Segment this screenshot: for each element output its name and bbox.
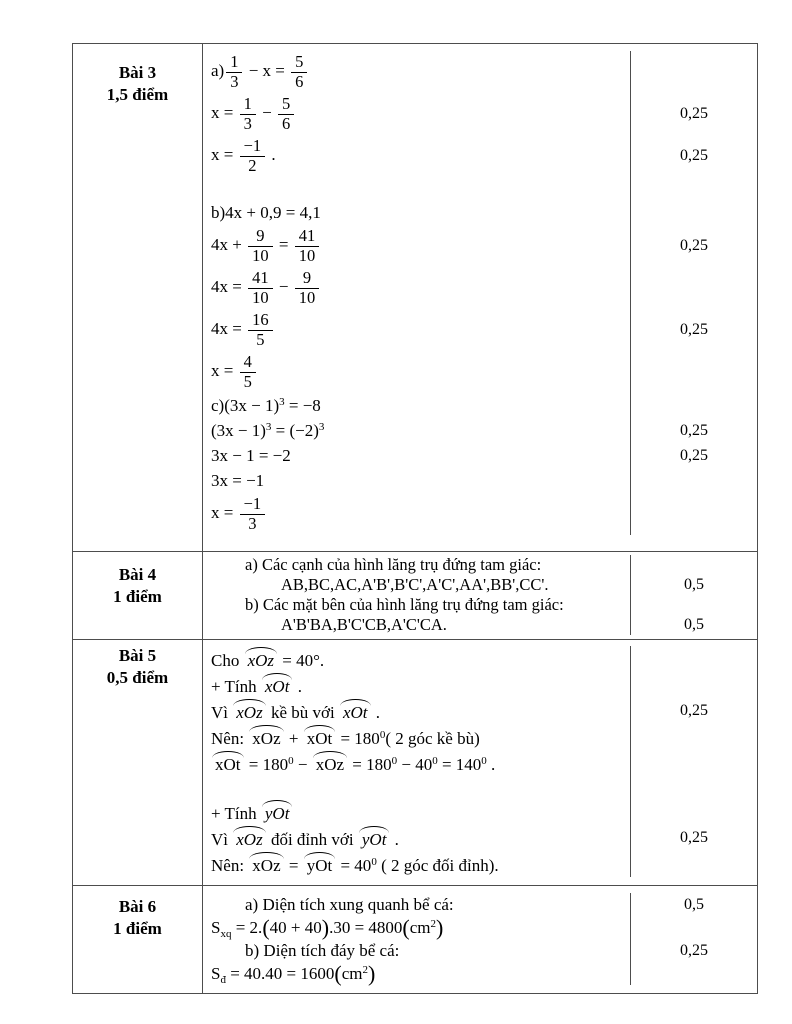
solution-line: [203, 93, 757, 135]
exercise-number: Bài 3: [118, 63, 157, 82]
text-segment: ( 2 góc đối đỉnh).: [376, 856, 499, 875]
text-segment: = 40.40 = 1600: [225, 963, 335, 983]
angle-arc-notation: xOt: [340, 699, 371, 722]
score-value: 0,5: [630, 575, 757, 595]
score-cell-empty: [630, 799, 757, 825]
text-segment: 3x = −1: [211, 470, 265, 490]
big-paren: ): [368, 960, 376, 986]
superscript: 0: [371, 856, 377, 868]
score-value: 0,5: [630, 615, 757, 635]
text-segment: b)4x + 0,9 = 4,1: [211, 202, 321, 222]
text-segment: + Tính: [211, 804, 261, 823]
solution-text: [203, 800, 630, 824]
solution-line: [203, 225, 757, 267]
subscript: đ: [220, 973, 226, 986]
text-segment: .: [371, 703, 381, 722]
text-segment: −: [257, 102, 276, 122]
exercise-points: 0,5 điểm: [106, 668, 169, 688]
score-value: 0,25: [630, 225, 757, 267]
solution-text: [203, 53, 630, 91]
fraction: [291, 53, 307, 91]
solution-text: [203, 647, 630, 671]
text-segment: 4x =: [211, 276, 247, 296]
superscript: 0: [288, 755, 294, 767]
denominator: 5: [243, 371, 252, 391]
fraction: [295, 227, 320, 265]
spacer-line: [203, 776, 757, 799]
denominator: 2: [248, 155, 257, 175]
text-segment: =: [284, 856, 303, 875]
text-segment: 4x +: [211, 234, 247, 254]
text-segment: S: [211, 963, 221, 983]
solution-text: [203, 960, 630, 986]
exercise-label-cell: [73, 44, 203, 551]
denominator: 10: [298, 287, 316, 307]
text-segment: kề bù với: [266, 703, 339, 722]
solution-line: [203, 200, 757, 225]
solution-line: [203, 916, 757, 939]
text-segment: ( 2 góc kề bù): [385, 729, 480, 748]
text-segment: a) Diện tích xung quanh bể cá:: [245, 894, 454, 914]
solution-text: [203, 421, 630, 441]
text-segment: = 180: [348, 755, 392, 774]
solution-cell: [203, 640, 757, 885]
angle-arc-notation: xOz: [233, 826, 265, 849]
solution-line: [203, 351, 757, 393]
text-segment: .: [390, 830, 399, 849]
numerator: 16: [248, 311, 273, 330]
text-segment: b) Các mặt bên của hình lăng trụ đứng tam giác:: [245, 595, 564, 614]
superscript: 3: [318, 420, 325, 433]
solution-cell: [203, 552, 757, 639]
text-segment: a) Các cạnh của hình lăng trụ đứng tam giác:: [245, 555, 542, 574]
angle-arc-notation: xOz: [313, 751, 347, 774]
text-segment: − x =: [244, 60, 290, 80]
angle-arc-notation: xOz: [249, 852, 283, 875]
denominator: 3: [248, 513, 257, 533]
big-paren: (: [334, 960, 342, 986]
exercise-number: Bài 5: [118, 646, 157, 665]
solution-line: [203, 443, 757, 468]
text-segment: x =: [211, 102, 238, 122]
solution-line: [203, 893, 757, 916]
text-segment: 4x =: [211, 318, 247, 338]
text-segment: b) Diện tích đáy bể cá:: [245, 940, 400, 960]
text-segment: =: [274, 234, 293, 254]
score-cell-empty: [630, 555, 757, 575]
exercise-points: 1 điểm: [113, 587, 162, 607]
solution-text: [203, 396, 630, 416]
big-paren: (: [262, 914, 270, 940]
solution-line: [203, 51, 757, 93]
solution-line: [203, 309, 757, 351]
solution-text: [203, 725, 630, 749]
big-paren: (: [402, 914, 410, 940]
solution-text: [203, 941, 630, 961]
score-value: 0,25: [630, 939, 757, 962]
solution-text: [203, 852, 630, 876]
big-paren: ): [436, 914, 444, 940]
solution-line: [203, 393, 757, 418]
text-segment: .: [267, 144, 276, 164]
numerator: 5: [278, 95, 294, 114]
spacer-line: [203, 177, 757, 200]
solution-line: [203, 575, 757, 595]
table-row: [73, 640, 757, 886]
score-cell-empty: [630, 962, 757, 985]
score-cell-empty: [630, 493, 757, 535]
text-segment: (3x − 1): [211, 420, 266, 440]
denominator: 10: [252, 287, 269, 307]
text-segment: cm: [341, 963, 363, 983]
text-segment: AB,BC,AC,A'B',B'C',A'C',AA',BB',CC'.: [281, 575, 549, 594]
solution-text: [203, 575, 630, 595]
solution-line: [203, 939, 757, 962]
text-segment: .30 = 4800: [329, 917, 403, 937]
solution-text: [203, 555, 630, 575]
text-segment: Cho: [211, 651, 244, 670]
solution-cell: [203, 886, 757, 993]
fraction: [240, 95, 256, 133]
solution-text: [203, 471, 630, 491]
solution-text: [203, 269, 630, 307]
fraction: [240, 137, 266, 175]
solution-text: [203, 895, 630, 915]
superscript: 2: [430, 917, 437, 930]
fraction: [248, 269, 273, 307]
table-row: [73, 886, 757, 993]
solution-line: [203, 468, 757, 493]
superscript: 2: [362, 963, 369, 976]
denominator: 5: [256, 329, 265, 349]
score-value: 0,25: [630, 93, 757, 135]
text-segment: +: [284, 729, 303, 748]
score-cell-empty: [630, 468, 757, 493]
numerator: 9: [248, 227, 273, 246]
score-cell-empty: [630, 595, 757, 615]
numerator: −1: [240, 137, 266, 156]
angle-arc-notation: yOt: [304, 852, 336, 875]
denominator: 6: [281, 113, 291, 133]
angle-arc-notation: xOt: [212, 751, 244, 774]
text-segment: = 40°.: [278, 651, 325, 670]
solution-line: [203, 962, 757, 985]
fraction: [240, 353, 256, 391]
text-segment: S: [211, 917, 221, 937]
fraction: [295, 269, 320, 307]
score-cell-empty: [630, 200, 757, 225]
denominator: 10: [298, 245, 316, 265]
exercise-number: Bài 6: [118, 897, 157, 916]
solution-line: [203, 595, 757, 615]
angle-arc-notation: xOt: [262, 673, 293, 696]
solution-cell: [203, 44, 757, 551]
exercise-label-cell: [73, 552, 203, 639]
text-segment: A'B'BA,B'C'CB,A'C'CA.: [281, 615, 447, 634]
numerator: 1: [226, 53, 242, 72]
solution-line: [203, 851, 757, 877]
text-segment: .: [486, 755, 496, 774]
score-cell-empty: [630, 351, 757, 393]
table-row: [73, 44, 757, 552]
solution-text: [203, 495, 630, 533]
text-segment: = 2.: [231, 917, 263, 937]
score-cell-empty: [630, 750, 757, 776]
solution-text: [203, 446, 630, 466]
text-segment: = 180: [336, 729, 380, 748]
score-cell-empty: [630, 177, 757, 200]
table-row: [73, 552, 757, 640]
solution-text: [203, 137, 630, 175]
solution-text: [203, 95, 630, 133]
score-cell-empty: [630, 672, 757, 698]
denominator: 6: [295, 71, 304, 91]
score-value: 0,25: [630, 418, 757, 443]
solution-line: [203, 698, 757, 724]
text-segment: −: [274, 276, 293, 296]
superscript: 0: [379, 729, 386, 741]
angle-arc-notation: xOt: [304, 725, 336, 748]
fraction: [240, 495, 266, 533]
solution-text: [203, 203, 630, 223]
solution-text: [203, 751, 630, 775]
solution-line: [203, 615, 757, 635]
solution-text: [203, 595, 630, 615]
exercise-label-cell: [73, 640, 203, 885]
big-paren: ): [321, 914, 330, 940]
numerator: 1: [240, 95, 256, 114]
superscript: 3: [265, 420, 272, 433]
text-segment: .: [293, 677, 302, 696]
text-segment: = (−2): [271, 420, 319, 440]
exercise-points: 1 điểm: [113, 919, 162, 939]
numerator: 4: [240, 353, 256, 372]
score-cell-empty: [630, 916, 757, 939]
text-segment: Vì: [211, 703, 233, 722]
text-segment: − 40: [397, 755, 433, 774]
text-segment: x =: [211, 144, 238, 164]
answer-table: [72, 43, 758, 994]
solution-line: [203, 418, 757, 443]
solution-line: [203, 750, 757, 776]
angle-arc-notation: xOz: [245, 647, 277, 670]
text-segment: Nên:: [211, 729, 249, 748]
score-cell-empty: [630, 776, 757, 799]
score-cell-empty: [630, 851, 757, 877]
score-cell-empty: [630, 267, 757, 309]
score-value: 0,25: [630, 698, 757, 724]
fraction: [248, 311, 273, 349]
denominator: 3: [230, 71, 239, 91]
fraction: [248, 227, 273, 265]
text-segment: Vì: [211, 830, 233, 849]
text-segment: = 140: [437, 755, 482, 774]
angle-arc-notation: xOz: [233, 699, 265, 722]
text-segment: = 180: [244, 755, 289, 774]
text-segment: c)(3x − 1): [211, 395, 280, 415]
solution-line: [203, 646, 757, 672]
solution-line: [203, 799, 757, 825]
solution-text: [203, 699, 630, 723]
score-value: 0,25: [630, 135, 757, 177]
fraction: [278, 95, 294, 133]
solution-text: [203, 227, 630, 265]
text-segment: = −8: [284, 395, 321, 415]
score-cell-empty: [630, 646, 757, 672]
solution-line: [203, 267, 757, 309]
solution-text: [203, 914, 630, 940]
score-value: 0,5: [630, 893, 757, 916]
solution-line: [203, 672, 757, 698]
solution-text: [203, 615, 630, 635]
text-segment: 40 + 40: [269, 917, 322, 937]
score-cell-empty: [630, 393, 757, 418]
numerator: 5: [291, 53, 307, 72]
superscript: 0: [481, 755, 487, 767]
text-segment: + Tính: [211, 677, 261, 696]
angle-arc-notation: xOz: [249, 725, 283, 748]
exercise-label-cell: [73, 886, 203, 993]
solution-text: [203, 353, 630, 391]
solution-text: [203, 311, 630, 349]
superscript: 0: [432, 755, 438, 767]
score-value: 0,25: [630, 825, 757, 851]
solution-line: [203, 135, 757, 177]
solution-line: [203, 724, 757, 750]
text-segment: 3x − 1 = −2: [211, 445, 291, 465]
numerator: −1: [240, 495, 266, 514]
solution-line: [203, 555, 757, 575]
text-segment: x =: [211, 360, 238, 380]
superscript: 3: [279, 395, 285, 408]
numerator: 41: [248, 269, 273, 288]
subscript: xq: [220, 927, 232, 940]
text-segment: −: [293, 755, 312, 774]
score-value: 0,25: [630, 443, 757, 468]
exercise-points: 1,5 điểm: [106, 85, 169, 105]
text-segment: x =: [211, 502, 238, 522]
denominator: 10: [252, 245, 269, 265]
fraction: [226, 53, 242, 91]
text-segment: Nên:: [211, 856, 249, 875]
numerator: 41: [295, 227, 320, 246]
text-segment: cm: [409, 917, 431, 937]
exercise-number: Bài 4: [118, 565, 157, 584]
superscript: 0: [391, 755, 398, 767]
solution-line: [203, 493, 757, 535]
text-segment: a): [211, 60, 225, 80]
score-value: 0,25: [630, 309, 757, 351]
score-cell-empty: [630, 724, 757, 750]
angle-arc-notation: yOt: [262, 800, 293, 823]
angle-arc-notation: yOt: [359, 826, 390, 849]
numerator: 9: [295, 269, 320, 288]
solution-line: [203, 825, 757, 851]
score-cell-empty: [630, 51, 757, 93]
solution-text: [203, 826, 630, 850]
denominator: 3: [243, 113, 252, 133]
text-segment: đối đỉnh với: [266, 830, 358, 849]
solution-text: [203, 673, 630, 697]
text-segment: = 40: [336, 856, 372, 875]
